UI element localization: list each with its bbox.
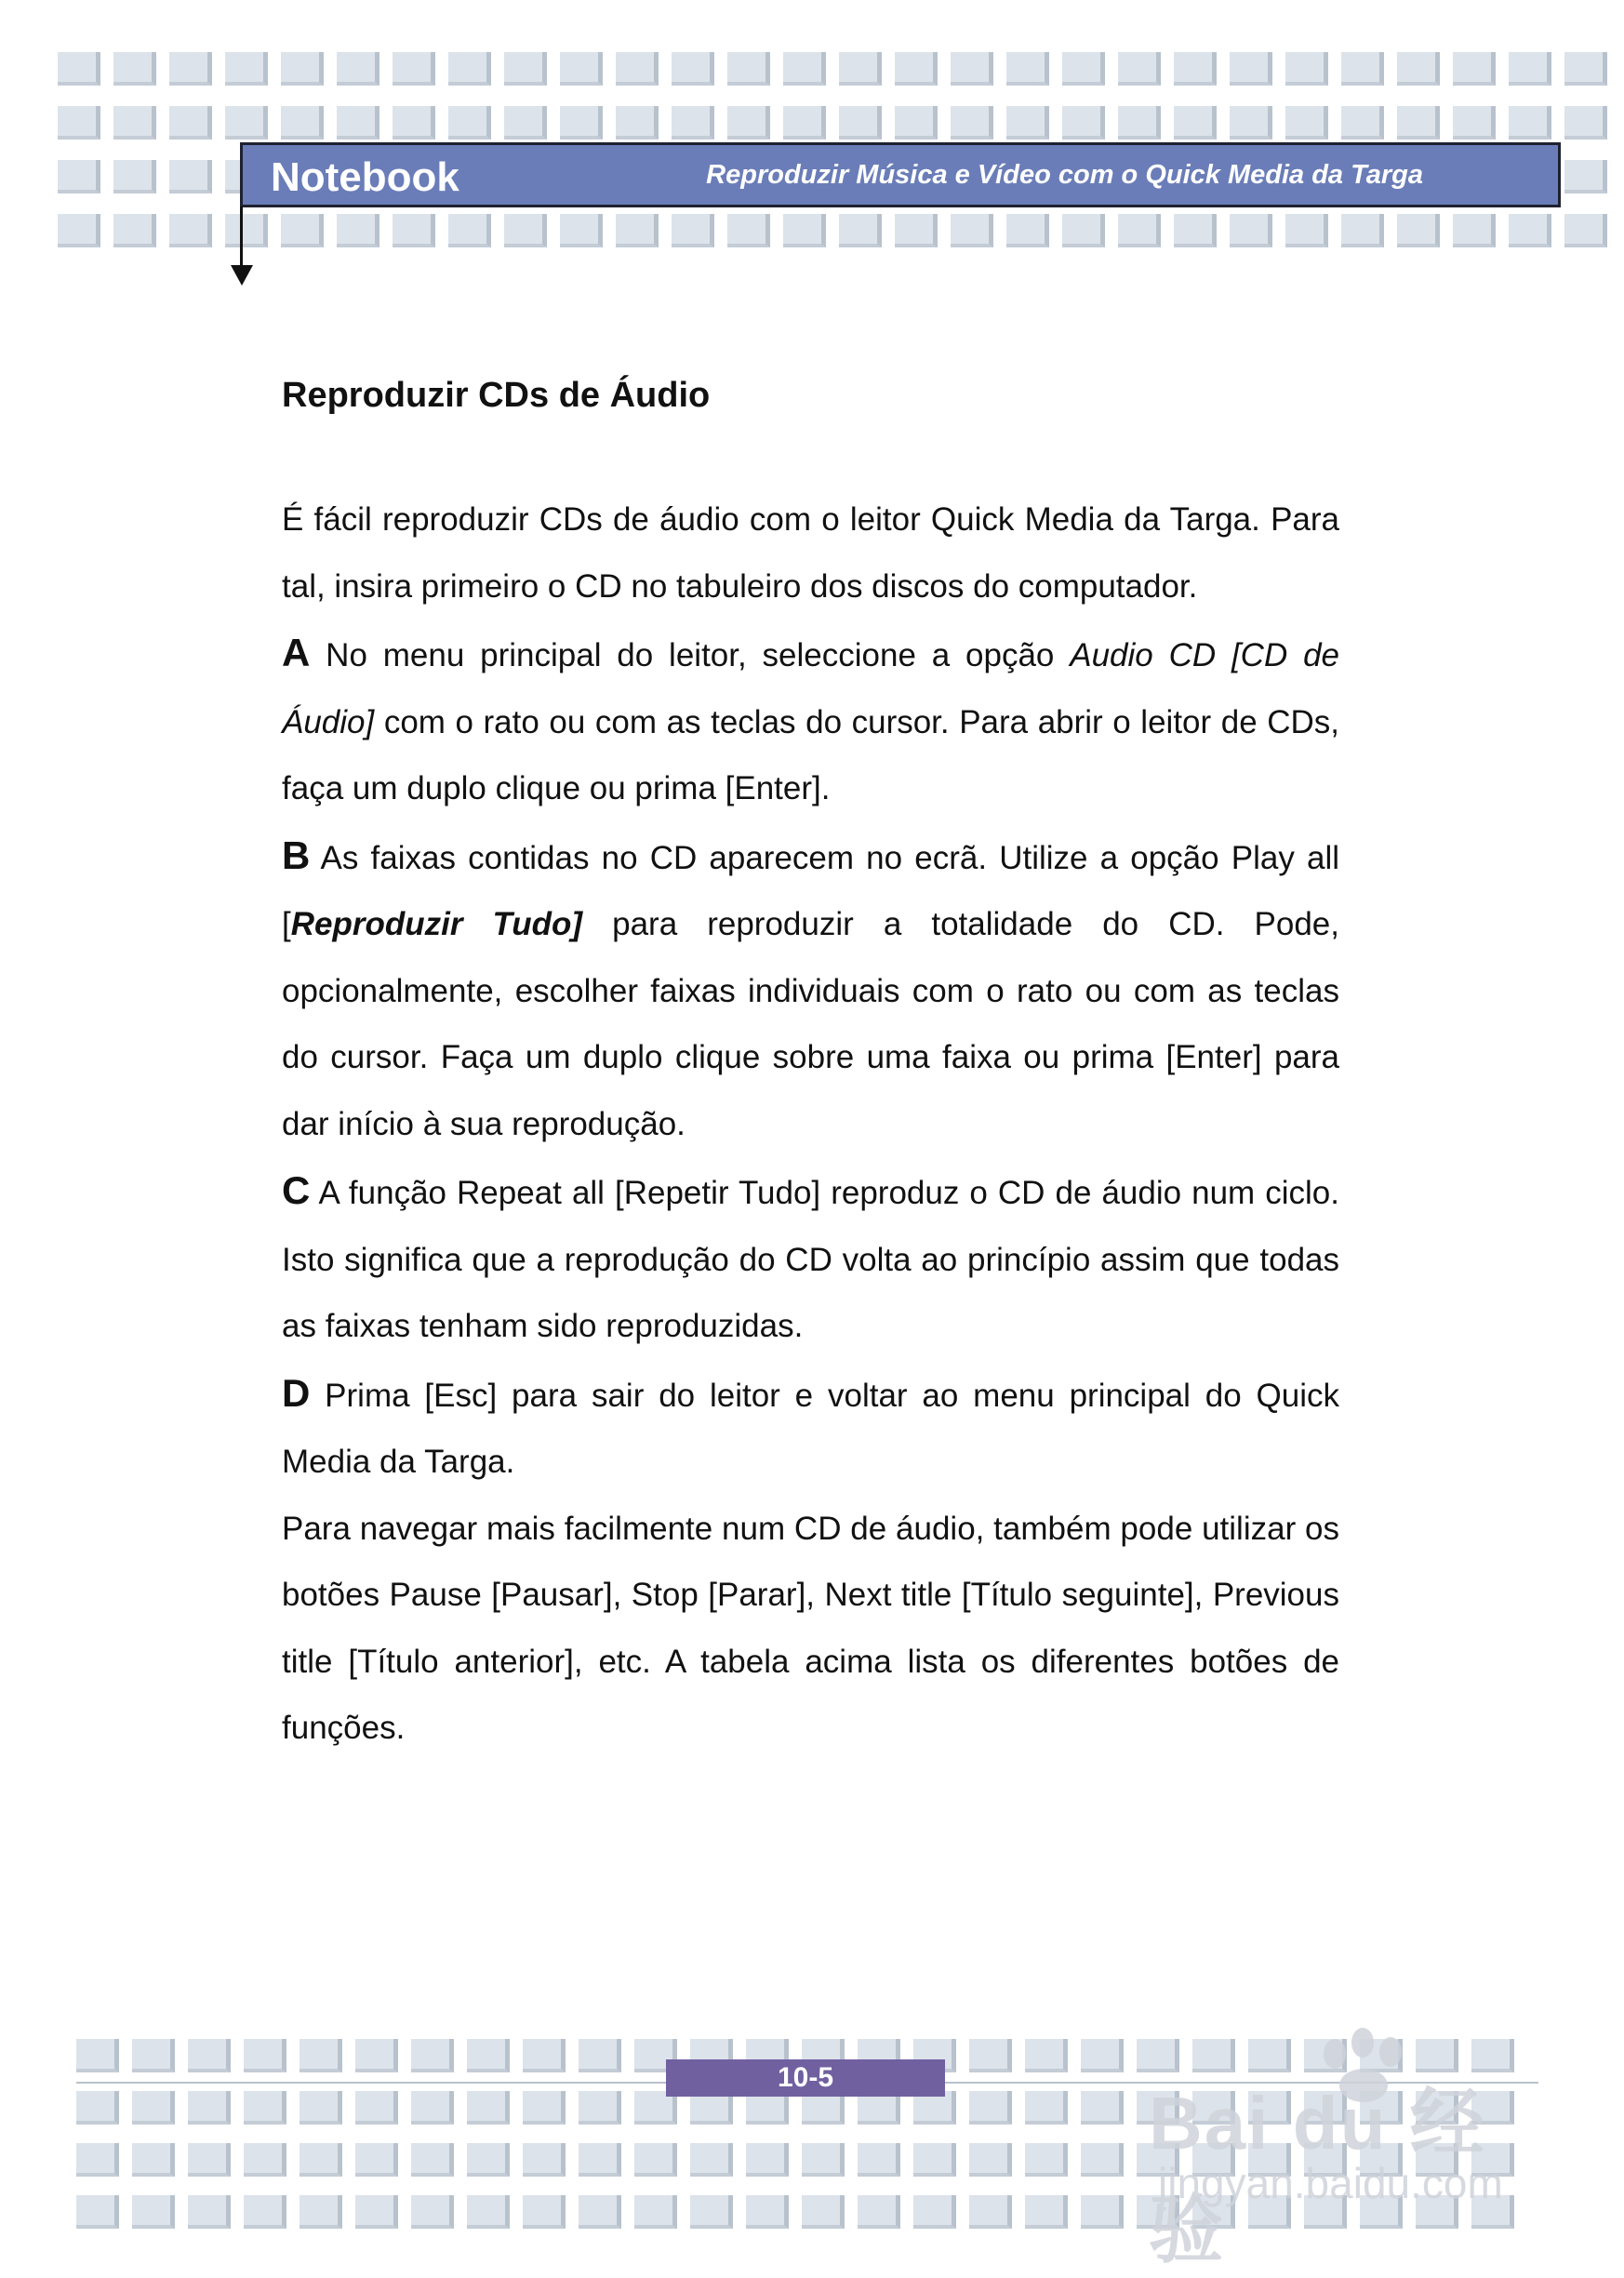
step-d-text: Prima [Esc] para sair do leitor e voltar ao menu principal do Quick Media da Targa.: [282, 1377, 1339, 1480]
decorative-tile: [411, 2143, 454, 2177]
decorative-tile: [58, 160, 100, 193]
decorative-tile: [858, 2195, 900, 2229]
decorative-tile: [1397, 106, 1440, 140]
decorative-tile: [337, 106, 379, 140]
decorative-tile: [281, 214, 324, 247]
step-a-paragraph: [282, 619, 1339, 822]
decorative-tile: [951, 214, 993, 247]
decorative-tile: [1564, 106, 1607, 140]
decorative-tile: [132, 2195, 175, 2229]
decorative-tile: [169, 160, 212, 193]
page-number: 10-5: [666, 2059, 945, 2097]
decorative-tile: [616, 214, 659, 247]
decorative-tile: [337, 214, 379, 247]
decorative-tile: [225, 106, 268, 140]
decorative-tile: [672, 52, 714, 86]
step-b-text-2: para reproduzir a totalidade do CD. Pode, opcionalmente, escolher faixas individuais com o rato ou com as teclas do cursor. Faça um duplo clique sobre uma faixa ou prima [Enter] para dar início à sua reprodução.: [282, 906, 1339, 1142]
decorative-tile: [467, 2091, 510, 2125]
decorative-tile: [169, 52, 212, 86]
decorative-tile: [1453, 106, 1496, 140]
decorative-tile: [839, 214, 882, 247]
step-a-text-1: No menu principal do leitor, seleccione a opção: [310, 637, 1071, 673]
decorative-tile: [783, 52, 826, 86]
decorative-tile: [355, 2039, 398, 2072]
decorative-tile: [634, 2143, 677, 2177]
decorative-tile: [113, 106, 156, 140]
decorative-tile: [411, 2195, 454, 2229]
arrow-down-icon: [231, 265, 253, 286]
decorative-tile: [448, 52, 491, 86]
decorative-tile: [300, 2143, 342, 2177]
decorative-tile: [858, 2143, 900, 2177]
decorative-tile: [969, 2195, 1012, 2229]
step-b-text-1: As faixas contidas no CD aparecem no ecrã. Utilize a opção Play all [: [282, 839, 1339, 942]
decorative-tile: [1230, 52, 1272, 86]
step-d-paragraph: [282, 1360, 1339, 1496]
decorative-tile: [300, 2091, 342, 2125]
decorative-tile: [76, 2195, 119, 2229]
decorative-tile: [1341, 214, 1384, 247]
decorative-tile: [1062, 106, 1105, 140]
decorative-tile: [839, 106, 882, 140]
decorative-tile: [1341, 106, 1384, 140]
decorative-tile: [802, 2195, 845, 2229]
decorative-tile: [690, 2143, 733, 2177]
decorative-tile: [969, 2039, 1012, 2072]
decorative-tile: [1453, 214, 1496, 247]
brand-label: Notebook: [271, 154, 459, 200]
decorative-tile: [393, 106, 435, 140]
decorative-tile: [913, 2143, 956, 2177]
intro-paragraph: É fácil reproduzir CDs de áudio com o leitor Quick Media da Targa. Para tal, insira primeiro o CD no tabuleiro dos discos do computador.: [282, 501, 1339, 605]
watermark-brand: Bai du 经验: [1149, 2082, 1486, 2271]
decorative-tile: [393, 52, 435, 86]
watermark-url: jingyan.baidu.com: [1158, 2159, 1503, 2207]
decorative-tile: [690, 2195, 733, 2229]
decorative-tile: [672, 214, 714, 247]
step-a-letter: A: [282, 631, 311, 674]
decorative-tile: [448, 106, 491, 140]
decorative-tile: [355, 2091, 398, 2125]
decorative-tile: [411, 2091, 454, 2125]
decorative-tile: [1564, 160, 1607, 193]
decorative-tile: [1230, 214, 1272, 247]
decorative-tile: [746, 2143, 789, 2177]
decorative-tile: [1081, 2195, 1124, 2229]
step-b-letter: B: [282, 833, 311, 877]
decorative-tile: [1174, 214, 1217, 247]
decorative-tile: [727, 106, 770, 140]
decorative-tile: [802, 2143, 845, 2177]
decorative-tile: [1118, 52, 1161, 86]
decorative-tile: [672, 106, 714, 140]
decorative-tile: [504, 214, 547, 247]
decorative-tile: [355, 2143, 398, 2177]
decorative-tile: [1285, 106, 1328, 140]
decorative-tile: [132, 2143, 175, 2177]
decorative-tile: [1174, 52, 1217, 86]
decorative-tile: [132, 2091, 175, 2125]
decorative-tile: [1081, 2091, 1124, 2125]
decorative-tile: [1453, 52, 1496, 86]
section-title: Reproduzir CDs de Áudio: [282, 376, 711, 415]
decorative-tile: [244, 2039, 286, 2072]
decorative-tile: [523, 2039, 566, 2072]
decorative-tile: [634, 2195, 677, 2229]
decorative-tile: [188, 2039, 231, 2072]
decorative-tile: [895, 106, 938, 140]
decorative-tile: [1025, 2195, 1068, 2229]
decorative-tile: [1564, 214, 1607, 247]
decorative-tile: [188, 2195, 231, 2229]
decorative-tile: [913, 2195, 956, 2229]
decorative-tile: [225, 214, 268, 247]
decorative-tile: [76, 2091, 119, 2125]
step-b-paragraph: [282, 822, 1339, 1158]
decorative-tile: [783, 214, 826, 247]
watermark: [1149, 2028, 1539, 2271]
step-a-text-2: com o rato ou com as teclas do cursor. Para abrir o leitor de CDs, faça um duplo clique ou prima [Enter].: [282, 703, 1339, 806]
decorative-tile: [1118, 214, 1161, 247]
decorative-tile: [188, 2143, 231, 2177]
decorative-tile: [1509, 52, 1551, 86]
step-a-option: Audio CD [CD de Áudio]: [282, 637, 1339, 740]
decorative-tile: [1081, 2143, 1124, 2177]
decorative-tile: [113, 52, 156, 86]
decorative-tile: [58, 214, 100, 247]
decorative-tile: [1006, 52, 1049, 86]
decorative-tile: [244, 2143, 286, 2177]
decorative-tile: [244, 2091, 286, 2125]
decorative-tile: [1081, 2039, 1124, 2072]
decorative-tile: [467, 2143, 510, 2177]
decorative-tile: [132, 2039, 175, 2072]
decorative-tile: [1118, 106, 1161, 140]
decorative-tile: [169, 106, 212, 140]
decorative-tile: [616, 52, 659, 86]
decorative-tile: [895, 214, 938, 247]
decorative-tile: [411, 2039, 454, 2072]
decorative-tile: [616, 106, 659, 140]
decorative-tile: [1285, 52, 1328, 86]
decorative-tile: [1062, 214, 1105, 247]
chapter-title: Reproduzir Música e Vídeo com o Quick Media da Targa: [706, 160, 1423, 190]
decorative-tile: [1230, 106, 1272, 140]
decorative-tile: [839, 52, 882, 86]
decorative-tile: [523, 2091, 566, 2125]
decorative-tile: [1006, 214, 1049, 247]
step-d-letter: D: [282, 1370, 311, 1415]
decorative-tile: [969, 2143, 1012, 2177]
decorative-tile: [1006, 106, 1049, 140]
decorative-tile: [1509, 106, 1551, 140]
decorative-tile: [244, 2195, 286, 2229]
decorative-tile: [560, 52, 603, 86]
main-content: [282, 367, 1339, 1762]
decorative-tile: [969, 2091, 1012, 2125]
decorative-tile: [467, 2195, 510, 2229]
decorative-tile: [1025, 2039, 1068, 2072]
decorative-tile: [579, 2195, 621, 2229]
decorative-tile: [225, 52, 268, 86]
decorative-tile: [393, 214, 435, 247]
decorative-tile: [951, 106, 993, 140]
decorative-tile: [504, 52, 547, 86]
decorative-tile: [523, 2143, 566, 2177]
decorative-tile: [281, 52, 324, 86]
header-arrow-line: [240, 206, 243, 267]
decorative-tile: [337, 52, 379, 86]
decorative-tile: [58, 52, 100, 86]
decorative-tile: [300, 2039, 342, 2072]
step-c-paragraph: [282, 1157, 1339, 1360]
decorative-tile: [560, 106, 603, 140]
decorative-tile: [523, 2195, 566, 2229]
step-b-option: Reproduzir Tudo]: [290, 906, 583, 942]
decorative-tile: [448, 214, 491, 247]
decorative-tile: [355, 2195, 398, 2229]
decorative-tile: [1397, 214, 1440, 247]
decorative-tile: [1341, 52, 1384, 86]
decorative-tile: [783, 106, 826, 140]
decorative-tile: [467, 2039, 510, 2072]
closing-paragraph: Para navegar mais facilmente num CD de áudio, também pode utilizar os botões Pause [Pausar], Stop [Parar], Next title [Título seguinte], Previous title [Título anterior], etc. A tabela acima lista os diferentes botões de funções.: [282, 1510, 1339, 1746]
decorative-tile: [76, 2039, 119, 2072]
decorative-tile: [188, 2091, 231, 2125]
decorative-tile: [1285, 214, 1328, 247]
decorative-tile: [504, 106, 547, 140]
decorative-tile: [1174, 106, 1217, 140]
decorative-tile: [560, 214, 603, 247]
decorative-tile: [169, 214, 212, 247]
step-c-letter: C: [282, 1168, 311, 1212]
decorative-tile: [1025, 2143, 1068, 2177]
decorative-tile: [579, 2039, 621, 2072]
decorative-tile: [746, 2195, 789, 2229]
decorative-tile: [1509, 214, 1551, 247]
decorative-tile: [579, 2143, 621, 2177]
header-bar: [240, 142, 1561, 207]
decorative-tile: [1062, 52, 1105, 86]
decorative-tile: [727, 214, 770, 247]
decorative-tile: [579, 2091, 621, 2125]
decorative-tile: [1564, 52, 1607, 86]
decorative-tile: [727, 52, 770, 86]
decorative-tile: [76, 2143, 119, 2177]
decorative-tile: [300, 2195, 342, 2229]
decorative-tile: [951, 52, 993, 86]
decorative-tile: [113, 214, 156, 247]
decorative-tile: [1025, 2091, 1068, 2125]
decorative-tile: [895, 52, 938, 86]
step-c-text: A função Repeat all [Repetir Tudo] reproduz o CD de áudio num ciclo. Isto significa que a reprodução do CD volta ao princípio assim que todas as faixas tenham sido reproduzidas.: [282, 1175, 1339, 1344]
decorative-tile: [58, 106, 100, 140]
decorative-tile: [113, 160, 156, 193]
decorative-tile: [1397, 52, 1440, 86]
decorative-tile: [281, 106, 324, 140]
